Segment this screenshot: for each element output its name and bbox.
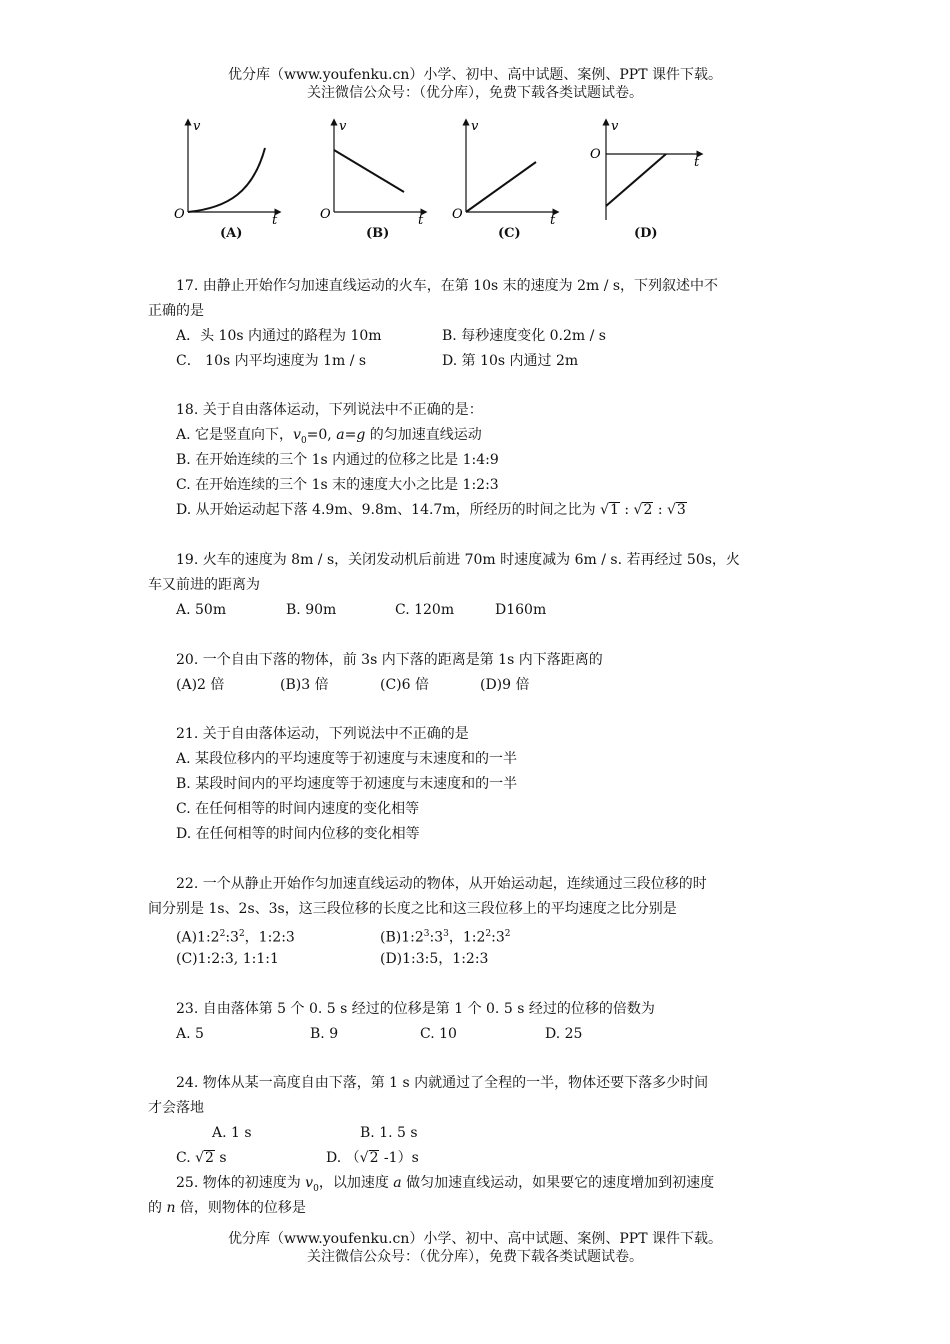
q21-stem: 21. 关于自由落体运动，下列说法中不正确的是 — [176, 726, 469, 742]
caption-a: (A) — [220, 226, 243, 241]
graph-b — [314, 112, 434, 224]
q22-option-b: $(B)1:2^3:3^3$，$1:2^2:3^2$ — [380, 929, 511, 946]
q22-option-c: (C)1:2:3, 1:1:1 — [176, 951, 279, 967]
q21-option-a: A. 某段位移内的平均速度等于初速度与末速度和的一半 — [176, 751, 518, 767]
footer-line-1: 优分库（www.youfenku.cn）小学、初中、高中试题、案例、PPT 课件下载。 — [227, 1231, 722, 1247]
caption-d: (D) — [634, 226, 658, 241]
origin-label: O — [452, 207, 463, 222]
q23-option-a: A. 5 — [176, 1026, 204, 1042]
vt-graphs — [168, 112, 728, 250]
q22-option-a: $(A)1:2^2:3^2$，1:2:3 — [176, 929, 295, 946]
q24-option-b: B. 1. 5 s — [360, 1125, 418, 1141]
q24-stem-2: 才会落地 — [148, 1100, 204, 1116]
origin-label: O — [320, 207, 331, 222]
q17-option-a: A．头 10s 内通过的路程为 10m — [176, 328, 382, 344]
origin-label: O — [174, 207, 185, 222]
q25-stem-1: 25. 物体的初速度为 $v_0$，以加速度 a 做匀加速直线运动，如果要它的速度增加到初速度 — [176, 1175, 715, 1194]
caption-c: (C) — [498, 226, 521, 241]
q18-stem: 18. 关于自由落体运动，下列说法中不正确的是： — [176, 402, 483, 418]
q17-option-c: C． 10s 内平均速度为 1m / s — [176, 353, 367, 369]
q17-option-b: B. 每秒速度变化 0.2m / s — [442, 328, 606, 344]
q19-option-a: A. 50m — [176, 602, 227, 618]
q20-option-b: (B)3 倍 — [280, 677, 329, 693]
q19-stem-1: 19. 火车的速度为 8m / s，关闭发动机后前进 70m 时速度减为 6m / s. 若再经过 50s，火 — [176, 552, 740, 568]
q17-stem-2: 正确的是 — [148, 303, 204, 319]
q20-option-a: (A)2 倍 — [176, 677, 225, 693]
q23-option-d: D. 25 — [545, 1026, 583, 1042]
t-label: t — [694, 155, 700, 170]
q23-stem: 23. 自由落体第 5 个 0. 5 s 经过的位移是第 1 个 0. 5 s 经过的位移的倍数为 — [176, 1001, 655, 1017]
caption-b: (B) — [366, 226, 390, 241]
t-label: t — [550, 213, 556, 224]
q20-stem: 20. 一个自由下落的物体，前 3s 内下落的距离是第 1s 内下落距离的 — [176, 652, 603, 668]
graph-c — [446, 112, 566, 224]
line-d — [606, 154, 666, 206]
footer-line-2: 关注微信公众号：（优分库），免费下载各类试题试卷。 — [307, 1249, 643, 1265]
t-label: t — [272, 213, 278, 224]
line-b — [334, 150, 404, 192]
q20-option-d: (D)9 倍 — [480, 677, 530, 693]
q18-option-b: B. 在开始连续的三个 1s 内通过的位移之比是 1:4:9 — [176, 452, 499, 468]
q18-option-d: D. 从开始运动起下落 4.9m、9.8m、14.7m，所经历的时间之比为 √1 : √2 : √3 — [176, 502, 686, 518]
q19-option-b: B. 90m — [286, 602, 337, 618]
v-label: v — [611, 119, 619, 134]
q24-option-c: C. √2 s — [176, 1150, 227, 1166]
q24-option-d: D. （√2 -1）s — [326, 1150, 419, 1166]
q22-option-d: (D)1:3:5，1:2:3 — [380, 951, 489, 967]
q18-option-a: A. 它是竖直向下，$v_0=0$, a=g 的匀加速直线运动 — [176, 427, 482, 446]
curve-a — [188, 148, 265, 212]
q17-stem-1: 17. 由静止开始作匀加速直线运动的火车，在第 10s 末的速度为 2m / s，下列叙述中不 — [176, 278, 719, 294]
q22-stem-1: 22. 一个从静止开始作匀加速直线运动的物体，从开始运动起，连续通过三段位移的时 — [176, 876, 707, 892]
t-label: t — [418, 213, 424, 224]
header-line-2: 关注微信公众号：（优分库），免费下载各类试题试卷。 — [307, 85, 643, 101]
q24-stem-1: 24. 物体从某一高度自由下落，第 1 s 内就通过了全程的一半，物体还要下落多少时间 — [176, 1075, 709, 1091]
v-label: v — [471, 119, 479, 134]
line-c — [466, 162, 536, 212]
q19-option-d: D160m — [495, 602, 547, 618]
v-label: v — [339, 119, 347, 134]
q17-option-d: D. 第 10s 内通过 2m — [442, 353, 579, 369]
q21-option-b: B. 某段时间内的平均速度等于初速度与末速度和的一半 — [176, 776, 518, 792]
q23-option-c: C. 10 — [420, 1026, 457, 1042]
q23-option-b: B. 9 — [310, 1026, 339, 1042]
q22-stem-2: 间分别是 1s、2s、3s，这三段位移的长度之比和这三段位移上的平均速度之比分别是 — [148, 901, 677, 917]
v-label: v — [193, 119, 201, 134]
header-line-1: 优分库（www.youfenku.cn）小学、初中、高中试题、案例、PPT 课件下载。 — [227, 67, 722, 83]
q20-option-c: (C)6 倍 — [380, 677, 429, 693]
q18-option-c: C. 在开始连续的三个 1s 末的速度大小之比是 1:2:3 — [176, 477, 499, 493]
q21-option-d: D. 在任何相等的时间内位移的变化相等 — [176, 826, 420, 842]
q24-option-a: A. 1 s — [212, 1125, 252, 1141]
q19-stem-2: 车又前进的距离为 — [148, 577, 260, 593]
graph-a — [168, 112, 288, 224]
graph-d — [588, 112, 718, 224]
q25-stem-2: 的 n 倍，则物体的位移是 — [148, 1200, 306, 1216]
q21-option-c: C. 在任何相等的时间内速度的变化相等 — [176, 801, 420, 817]
origin-label: O — [590, 147, 601, 162]
q19-option-c: C. 120m — [395, 602, 455, 618]
